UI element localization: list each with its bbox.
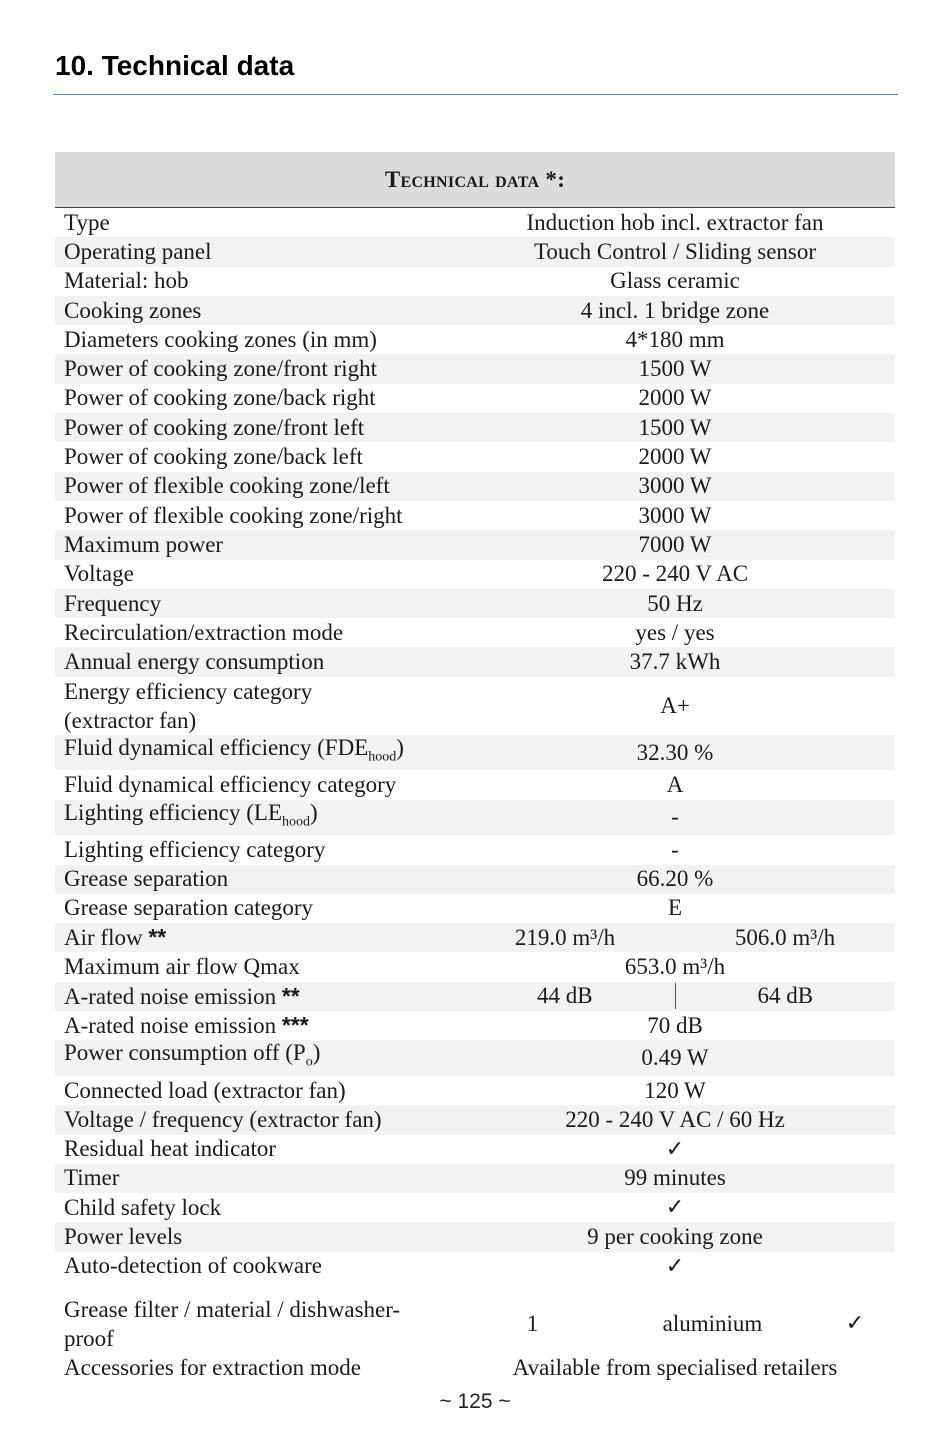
table-header [55, 152, 895, 208]
row-label-end: ) [310, 799, 318, 825]
row-value: 2000 W [638, 444, 712, 470]
table-header-suffix: *: [539, 166, 566, 192]
filter-material: aluminium [662, 1310, 763, 1336]
row-label-line2: (extractor fan) [64, 707, 197, 733]
row-label [55, 735, 455, 771]
row-label-text: Power consumption off (P [64, 1040, 306, 1066]
row-label: Power of flexible cooking zone/left [55, 472, 455, 501]
row-label: Auto-detection of cookware [64, 1253, 323, 1279]
table-row [55, 208, 895, 238]
row-label [55, 1011, 455, 1040]
table-header-text: Technical data [384, 166, 540, 192]
row-label [55, 1281, 455, 1353]
row-label: Power of cooking zone/back right [64, 385, 376, 411]
row-label [55, 923, 455, 952]
row-label-line1: Energy efficiency category [64, 678, 313, 704]
row-value: 2000 W [638, 385, 712, 411]
row-label: Power of cooking zone/front left [55, 413, 455, 442]
table-row [55, 1281, 895, 1353]
row-label-text: A-rated noise emission [64, 983, 282, 1009]
noise-min: 44 dB [455, 983, 676, 1009]
footnote-mark: ** [148, 924, 167, 951]
row-value: 99 minutes [455, 1164, 895, 1193]
table-row [55, 442, 895, 471]
table-row [55, 1076, 895, 1105]
air-flow-min: 219.0 m³/h [514, 924, 616, 950]
table-row [55, 835, 895, 864]
row-label [55, 982, 455, 1011]
row-label-line1: Grease filter / material / dishwasher- [64, 1296, 401, 1322]
row-value: 66.20 % [455, 865, 895, 894]
row-label: Fluid dynamical efficiency category [64, 771, 397, 797]
row-value [455, 1135, 895, 1164]
row-value: 220 - 240 V AC [601, 561, 749, 587]
row-label: Maximum power [55, 530, 455, 559]
row-label: Child safety lock [64, 1194, 222, 1220]
row-label: Residual heat indicator [64, 1136, 277, 1162]
table-row [55, 1222, 895, 1251]
row-label [55, 1040, 455, 1076]
table-row [55, 501, 895, 530]
table-row [55, 1353, 895, 1382]
technical-data-table [55, 152, 895, 1382]
row-label-end: ) [312, 1040, 321, 1066]
table-row [55, 618, 895, 647]
table-row [55, 530, 895, 559]
table-row [55, 800, 895, 836]
checkmark-icon: ✓ [665, 1136, 685, 1162]
checkmark-icon: ✓ [665, 1195, 685, 1221]
row-label [55, 677, 455, 735]
row-label: Annual energy consumption [55, 647, 455, 676]
row-label: Voltage / frequency (extractor fan) [55, 1105, 455, 1134]
row-value: 220 - 240 V AC / 60 Hz [455, 1105, 895, 1134]
row-label-text: A-rated noise emission [64, 1013, 282, 1039]
row-label: Power levels [55, 1222, 455, 1251]
table-row [55, 384, 895, 413]
checkmark-icon: ✓ [845, 1310, 865, 1336]
table-row [55, 735, 895, 771]
row-label: Cooking zones [55, 296, 455, 325]
row-value: Induction hob incl. extractor fan [526, 209, 824, 235]
row-label: Power of flexible cooking zone/right [64, 502, 403, 528]
row-label: Diameters cooking zones (in mm) [64, 326, 377, 352]
row-value [455, 1281, 895, 1353]
table-row [55, 267, 895, 296]
air-flow-max: 506.0 m³/h [734, 924, 836, 950]
page-number: ~ 125 ~ [439, 1390, 511, 1413]
filter-count: 1 [526, 1310, 539, 1336]
row-value: 1500 W [455, 413, 895, 442]
row-label: Grease separation category [64, 895, 314, 921]
row-value: 4 incl. 1 bridge zone [455, 296, 895, 325]
table-row [55, 865, 895, 894]
row-label: Accessories for extraction mode [64, 1354, 361, 1380]
row-label: Operating panel [55, 237, 455, 266]
noise-max: 64 dB [757, 983, 814, 1009]
table-row [55, 894, 895, 923]
row-value: - [455, 800, 895, 836]
row-label: Lighting efficiency category [64, 836, 326, 862]
row-value: 653.0 m³/h [624, 954, 726, 980]
row-value: 120 W [644, 1077, 706, 1103]
table-row [55, 296, 895, 325]
table-row [55, 677, 895, 735]
row-label: Grease separation [55, 865, 455, 894]
row-label-text: Air flow [64, 925, 149, 951]
table-row [55, 560, 895, 589]
row-label: Power of cooking zone/back left [64, 444, 363, 470]
row-label: Material: hob [64, 268, 189, 294]
row-value: 9 per cooking zone [455, 1222, 895, 1251]
row-value: A+ [660, 692, 690, 718]
row-value: - [671, 836, 679, 862]
page-title: 10. Technical data [55, 50, 295, 81]
row-label: Connected load (extractor fan) [64, 1077, 346, 1103]
table-row [55, 1193, 895, 1222]
footnote-mark: ** [281, 982, 300, 1009]
row-label-subscript: o [305, 1054, 313, 1070]
row-value: 3000 W [455, 472, 895, 501]
row-label: Frequency [55, 589, 455, 618]
table-row [55, 770, 895, 799]
row-value: A [666, 771, 684, 797]
row-value: 7000 W [455, 530, 895, 559]
row-value: Glass ceramic [610, 268, 740, 294]
row-label-end: ) [396, 734, 404, 760]
table-row [55, 354, 895, 383]
row-value: 37.7 kWh [455, 647, 895, 676]
row-value [455, 1193, 895, 1222]
row-label: Type [64, 209, 110, 235]
table-row [55, 982, 895, 1011]
footnote-mark: *** [281, 1012, 309, 1039]
row-value: E [667, 895, 683, 921]
row-value: 3000 W [638, 502, 712, 528]
row-label-subscript: hood [282, 814, 310, 830]
row-value: Touch Control / Sliding sensor [455, 237, 895, 266]
table-row [55, 1252, 895, 1281]
table-row [55, 325, 895, 354]
row-value [455, 1252, 895, 1281]
table-row [55, 1105, 895, 1134]
row-label: Recirculation/extraction mode [64, 619, 344, 645]
table-row [55, 647, 895, 676]
table-row [55, 472, 895, 501]
title-divider [53, 94, 898, 95]
table-header-row [55, 152, 895, 208]
row-label-text: Fluid dynamical efficiency (FDE [64, 734, 369, 760]
row-value: Available from specialised retailers [512, 1354, 838, 1380]
row-value: 4*180 mm [625, 326, 725, 352]
table-row [55, 1135, 895, 1164]
row-value [455, 923, 895, 952]
checkmark-icon: ✓ [665, 1253, 685, 1279]
table-row [55, 1164, 895, 1193]
row-label: Timer [55, 1164, 455, 1193]
row-label: Power of cooking zone/front right [55, 354, 455, 383]
table-row [55, 952, 895, 981]
table-row [55, 237, 895, 266]
row-value: 1500 W [455, 354, 895, 383]
row-label-subscript: hood [368, 749, 397, 765]
row-label: Voltage [64, 561, 134, 587]
row-value: 50 Hz [455, 589, 895, 618]
row-value: 70 dB [647, 1012, 703, 1038]
row-label [55, 800, 455, 836]
row-value: 32.30 % [455, 735, 895, 771]
table-row [55, 1011, 895, 1040]
row-value: 0.49 W [455, 1040, 895, 1076]
row-value [455, 982, 895, 1011]
table-row [55, 1040, 895, 1076]
row-label-line2: proof [64, 1325, 114, 1351]
table-row [55, 413, 895, 442]
row-label-text: Lighting efficiency (LE [64, 799, 282, 825]
row-value: yes / yes [635, 619, 715, 645]
row-label: Maximum air flow Qmax [64, 954, 300, 980]
table-row [55, 589, 895, 618]
table-row [55, 923, 895, 952]
